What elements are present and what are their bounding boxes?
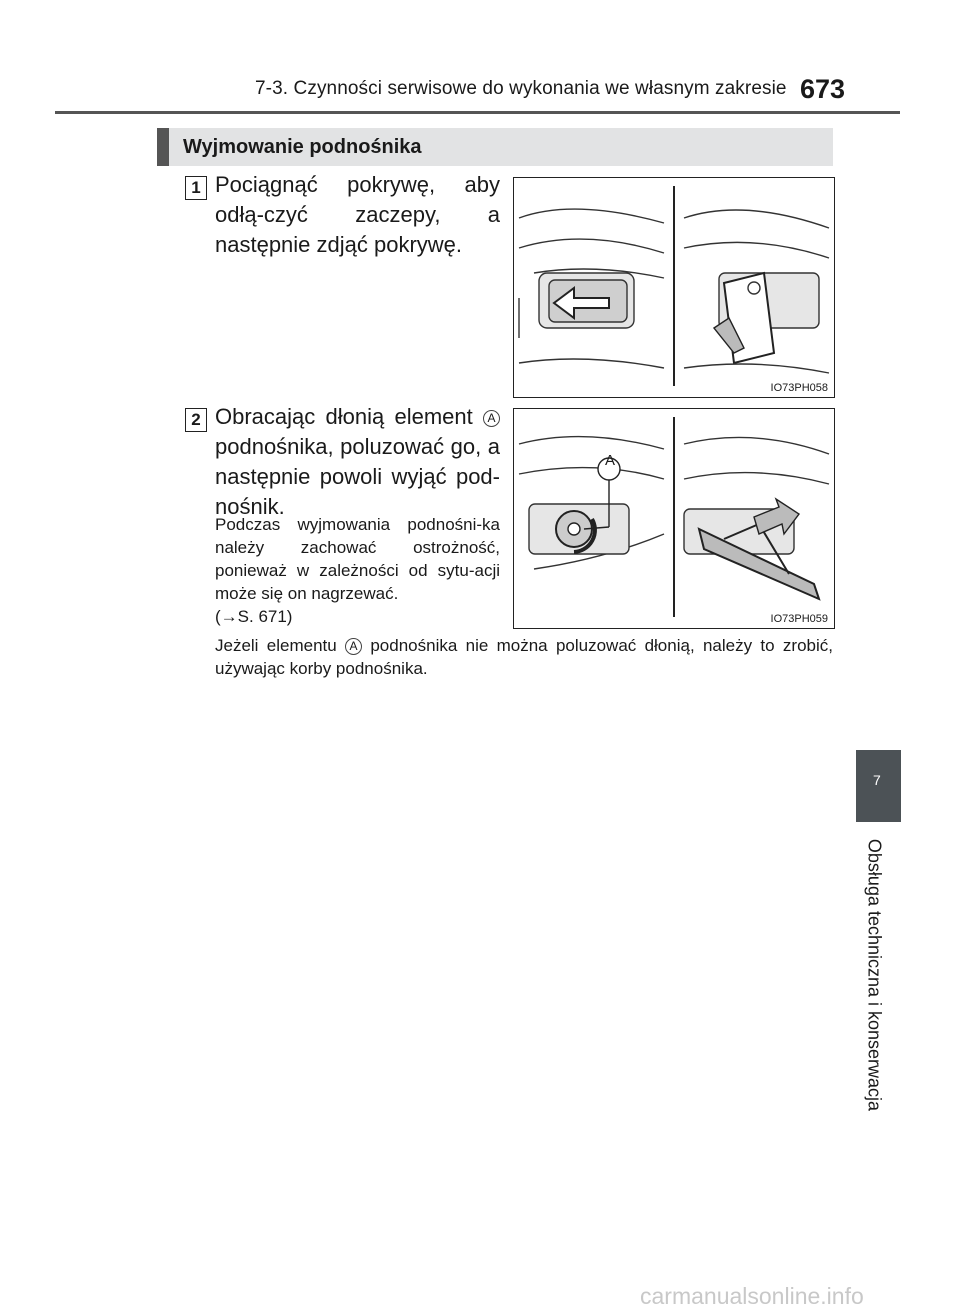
figure-cover-removal bbox=[513, 177, 835, 398]
loosen-with-crank-note bbox=[215, 634, 833, 680]
page-number: 673 bbox=[800, 74, 846, 104]
element-a-marker: A bbox=[483, 410, 500, 427]
step-1-number: 1 bbox=[185, 176, 207, 200]
step-2-text-a: Obracając dłonią element bbox=[215, 404, 473, 429]
chapter-tab bbox=[856, 750, 901, 822]
note-2-a: Jeżeli elementu bbox=[215, 636, 337, 655]
chapter-side-title bbox=[854, 830, 894, 1120]
jack-removal-illustration bbox=[514, 409, 834, 628]
step-2-text bbox=[215, 402, 500, 522]
figure-1-code: IO73PH058 bbox=[770, 382, 828, 394]
step-2-caution: Podczas wyjmowania podnośni-ka należy zachować ostrożność, ponieważ w zależności od sytu-acji może się on nagrzewać. bbox=[215, 515, 500, 603]
chapter-title: Obsługa techniczna i konserwacja bbox=[864, 838, 885, 1112]
cover-removal-illustration bbox=[514, 178, 834, 397]
figure-2-label: A bbox=[604, 452, 615, 469]
chapter-number: 7 bbox=[873, 772, 881, 788]
watermark: carmanualsonline.info bbox=[640, 1283, 864, 1309]
section-title: Wyjmowanie podnośnika bbox=[183, 136, 422, 158]
note-2-b: podnośnika nie można poluzować dłonią, należy to zrobić, używając korby podnośnika. bbox=[215, 636, 833, 678]
element-a-marker-2: A bbox=[345, 638, 362, 655]
step-2-number: 2 bbox=[185, 408, 207, 432]
step-1-text: Pociągnąć pokrywę, aby odłą-czyć zaczepy, a następnie zdjąć pokrywę. bbox=[215, 172, 500, 257]
section-heading bbox=[157, 128, 833, 166]
figure-2-code: IO73PH059 bbox=[770, 613, 828, 625]
step-2-note bbox=[215, 513, 500, 628]
step-2-text-b: podnośnika, poluzować go, a następnie powoli wyjąć pod-nośnik. bbox=[215, 434, 500, 519]
figure-jack-removal bbox=[513, 408, 835, 629]
header-rule bbox=[55, 111, 900, 114]
chapter-header: 7-3. Czynności serwisowe do wykonania we własnym zakresie bbox=[255, 78, 787, 99]
page-reference: (→S. 671) bbox=[215, 607, 293, 626]
